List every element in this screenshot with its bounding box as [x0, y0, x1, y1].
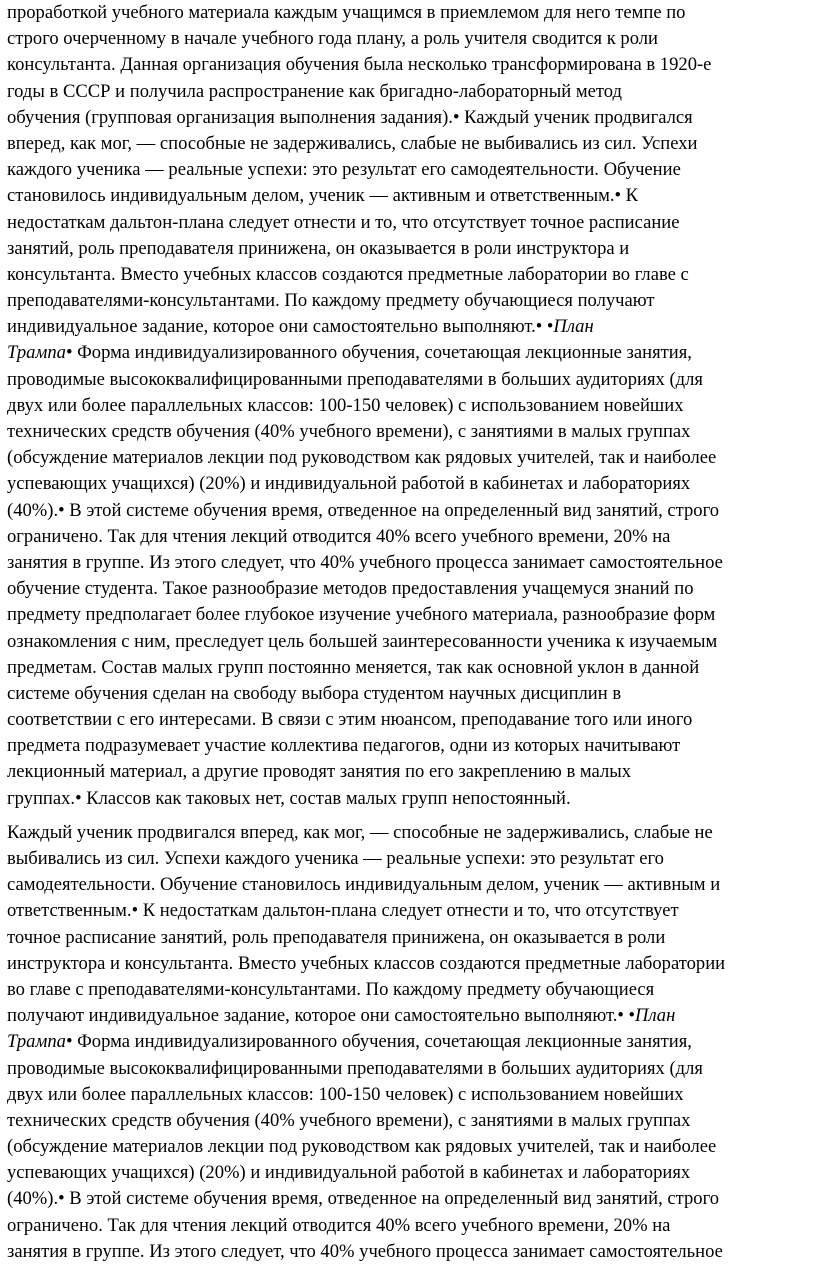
paragraph: [7, 0, 812, 812]
text-line: [7, 498, 812, 524]
text-segment: Форма индивидуализированного обучения, сочетающая лекционные занятия,: [72, 1031, 692, 1053]
text-line: [7, 393, 812, 419]
text-line: [7, 1003, 812, 1029]
italic-text-segment: Трампа•: [7, 342, 73, 364]
text-line: [7, 1029, 812, 1055]
text-segment: проводимые высококвалифицированными преподавателями в больших аудиториях (для: [7, 1057, 703, 1079]
text-line: [7, 1186, 812, 1212]
text-segment: выбивались из сил. Успехи каждого ученика — реальные успехи: это результат его: [7, 848, 664, 869]
italic-text-segment: Трампа•: [7, 1031, 73, 1053]
text-line: [7, 655, 812, 681]
text-line: [7, 951, 812, 977]
text-line: [7, 157, 812, 183]
text-segment: лекционный материал, а другие проводят занятия по его закреплению в малых: [7, 761, 632, 783]
text-segment: ограничено. Так для чтения лекций отводится 40% всего учебного времени, 20% на: [7, 525, 671, 547]
text-line: [7, 236, 812, 262]
text-line: [7, 210, 812, 236]
text-line: [7, 707, 812, 733]
text-segment: получают индивидуальное задание, которое они самостоятельно выполняют.• •: [7, 1005, 636, 1027]
text-line: [7, 820, 812, 846]
text-segment: ответственным.• К недостаткам дальтон-плана следует отнести и то, что отсутствует: [7, 900, 679, 922]
text-line: [7, 131, 812, 157]
text-segment: обучение студента. Такое разнообразие методов предоставления учащемуся знаний по: [7, 578, 694, 600]
text-line: [7, 26, 812, 52]
text-segment: годы в СССР и получила распространение как бригадно-лабораторный метод: [7, 80, 622, 102]
text-segment: преподавателями-консультантами. По каждому предмету обучающиеся получают: [7, 290, 655, 312]
text-line: [7, 759, 812, 785]
text-segment: недостаткам дальтон-плана следует отнести и то, что отсутствует точное расписание: [7, 211, 680, 233]
text-line: [7, 1213, 812, 1239]
text-line: [7, 419, 812, 445]
text-segment: консультанта. Вместо учебных классов создаются предметные лаборатории во главе с: [7, 263, 689, 285]
text-line: [7, 471, 812, 497]
text-segment: (40%).• В этой системе обучения время, отведенное на определенный вид занятий, строго: [7, 1188, 720, 1210]
text-segment: соответствии с его интересами. В связи с этим нюансом, преподавание того или иного: [7, 709, 693, 731]
text-segment: занятия в группе. Из этого следует, что 40% учебного процесса занимает самостоятельное: [7, 551, 723, 573]
text-segment: занятий, роль преподавателя принижена, он оказывается в роли инструктора и: [7, 237, 630, 259]
text-line: [7, 681, 812, 707]
text-line: [7, 1134, 812, 1160]
text-line: [7, 786, 812, 812]
document-page: [7, 0, 812, 1265]
text-segment: точное расписание занятий, роль преподавателя принижена, он оказывается в роли: [7, 926, 666, 948]
text-line: [7, 872, 812, 898]
text-segment: инструктора и консультанта. Вместо учебных классов создаются предметные лаборатории: [7, 952, 726, 974]
text-segment: консультанта. Данная организация обучения была несколько трансформирована в 1920-е: [7, 54, 712, 76]
italic-text-segment: План: [553, 316, 594, 338]
text-segment: занятия в группе. Из этого следует, что 40% учебного процесса занимает самостоятельное: [7, 1240, 723, 1262]
text-segment: проработкой учебного материала каждым учащимся в приемлемом для него темпе по: [7, 2, 686, 23]
text-line: [7, 105, 812, 131]
text-segment: успевающих учащихся) (20%) и индивидуальной работой в кабинетах и лабораториях: [7, 473, 691, 495]
text-line: [7, 846, 812, 872]
text-line: [7, 925, 812, 951]
text-line: [7, 367, 812, 393]
text-segment: ограничено. Так для чтения лекций отводится 40% всего учебного времени, 20% на: [7, 1214, 671, 1236]
text-segment: успевающих учащихся) (20%) и индивидуальной работой в кабинетах и лабораториях: [7, 1162, 691, 1184]
text-line: [7, 288, 812, 314]
text-segment: предметам. Состав малых групп постоянно меняется, так как основной уклон в данной: [7, 656, 700, 678]
text-line: [7, 550, 812, 576]
text-line: [7, 52, 812, 78]
text-segment: технических средств обучения (40% учебного времени), с занятиями в малых группах: [7, 421, 691, 442]
italic-text-segment: План: [635, 1005, 676, 1027]
text-segment: вперед, как мог, — способные не задерживались, слабые не выбивались из сил. Успехи: [7, 132, 698, 154]
document-body: [7, 0, 812, 1265]
text-line: [7, 1056, 812, 1082]
text-segment: Форма индивидуализированного обучения, сочетающая лекционные занятия,: [72, 342, 692, 364]
text-line: [7, 602, 812, 628]
text-segment: двух или более параллельных классов: 100-150 человек) с использованием новейших: [7, 1083, 684, 1105]
text-segment: проводимые высококвалифицированными преподавателями в больших аудиториях (для: [7, 368, 703, 390]
text-segment: двух или более параллельных классов: 100-150 человек) с использованием новейших: [7, 394, 684, 416]
text-segment: системе обучения сделан на свободу выбора студентом научных дисциплин в: [7, 682, 622, 704]
text-segment: во главе с преподавателями-консультантами. По каждому предмету обучающиеся: [7, 978, 655, 1000]
text-line: [7, 1082, 812, 1108]
text-line: [7, 0, 812, 26]
text-line: [7, 262, 812, 288]
text-segment: обучения (групповая организация выполнения задания).• Каждый ученик продвигался: [7, 106, 693, 128]
text-line: [7, 445, 812, 471]
text-segment: предмету предполагает более глубокое изучение учебного материала, разнообразие форм: [7, 604, 716, 626]
text-line: [7, 1160, 812, 1186]
text-line: [7, 629, 812, 655]
text-segment: (40%).• В этой системе обучения время, отведенное на определенный вид занятий, строго: [7, 499, 720, 521]
text-segment: Каждый ученик продвигался вперед, как мог, — способные не задерживались, слабые не: [7, 821, 713, 843]
text-segment: каждого ученика — реальные успехи: это результат его самодеятельности. Обучение: [7, 159, 681, 181]
text-segment: технических средств обучения (40% учебного времени), с занятиями в малых группах: [7, 1109, 691, 1131]
text-segment: группах.• Классов как таковых нет, состав малых групп непостоянный.: [7, 787, 571, 809]
text-line: [7, 314, 812, 340]
text-segment: становилось индивидуальным делом, ученик — активным и ответственным.• К: [7, 185, 639, 207]
text-segment: самодеятельности. Обучение становилось индивидуальным делом, ученик — активным и: [7, 874, 721, 896]
text-segment: индивидуальное задание, которое они самостоятельно выполняют.• •: [7, 316, 554, 338]
text-segment: (обсуждение материалов лекции под руководством как рядовых учителей, так и наиболее: [7, 447, 717, 469]
text-segment: предмета подразумевает участие коллектива педагогов, одни из которых начитывают: [7, 735, 681, 757]
text-line: [7, 1108, 812, 1134]
text-line: [7, 977, 812, 1003]
text-line: [7, 524, 812, 550]
paragraph: [7, 820, 812, 1265]
text-segment: ознакомления с ним, преследует цель большей заинтересованности ученика к изучаемым: [7, 630, 718, 652]
text-line: [7, 183, 812, 209]
text-line: [7, 733, 812, 759]
text-line: [7, 1239, 812, 1265]
text-segment: (обсуждение материалов лекции под руководством как рядовых учителей, так и наиболее: [7, 1136, 717, 1158]
text-segment: строго очерченному в начале учебного года плану, а роль учителя сводится к роли: [7, 28, 658, 50]
text-line: [7, 898, 812, 924]
text-line: [7, 79, 812, 105]
text-line: [7, 340, 812, 366]
text-line: [7, 576, 812, 602]
